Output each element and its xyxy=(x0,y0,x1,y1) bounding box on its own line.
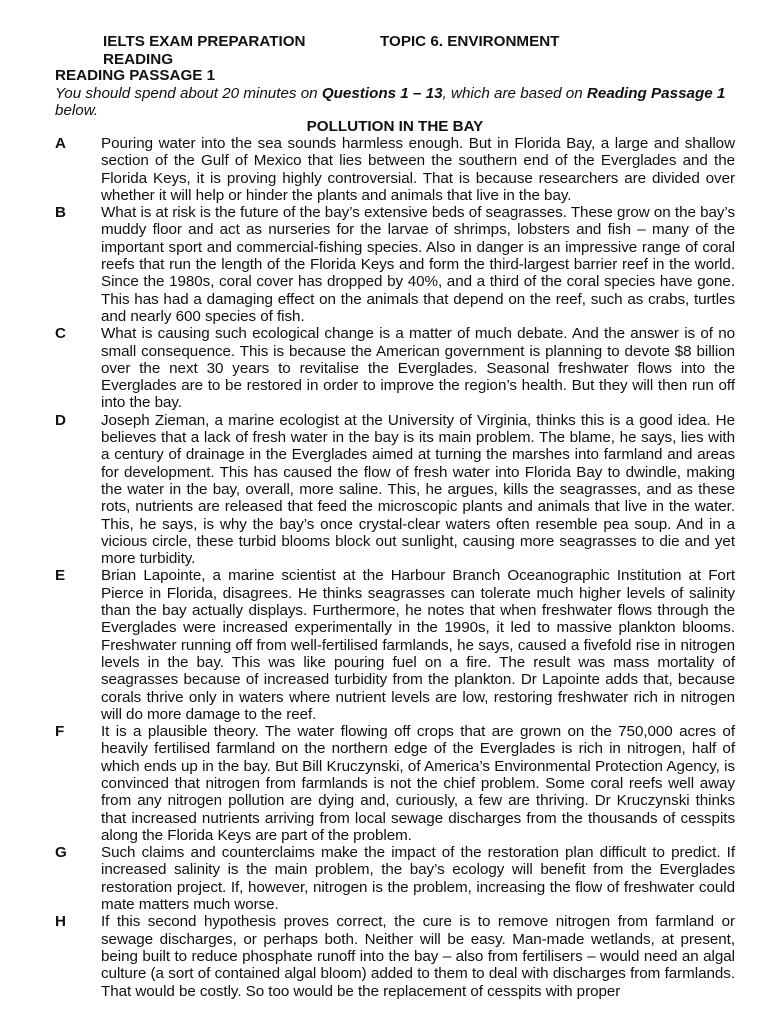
passage-title-wrap xyxy=(0,118,768,136)
paragraph-text: Joseph Zieman, a marine ecologist at the University of Virginia, thinks this is a good idea. He believes that a lack of fresh water in the bay is its main problem. The blame, he says, lies with a century of drainage in the Everglades aimed at turning the marshes into farmland and areas for development. This has caused the flow of fresh water into Florida Bay to dwindle, making the water in the bay, overall, more saline. This, he argues, kills the seagrasses, and as these rots, nutrients are released that feed the microscopic plants and animals that live in the water. This, he says, is why the bay’s once crystal-clear waters often resemble pea soup. And in a vicious circle, these turbid blooms block out sunlight, causing more seagrasses to die and yet more turbidity. xyxy=(101,411,735,568)
paragraph-letter: A xyxy=(55,135,66,152)
header-left xyxy=(103,33,363,69)
paragraph-letter: C xyxy=(55,325,66,343)
instructions-text-3: below. xyxy=(55,102,99,119)
paragraph-e xyxy=(55,567,735,723)
header-section-title: READING xyxy=(103,51,174,68)
instructions-text-2: , which are based on xyxy=(442,84,587,102)
paragraph-h xyxy=(55,913,735,999)
paragraph-letter: G xyxy=(55,844,67,862)
passage-body xyxy=(55,135,735,1000)
paragraph-b xyxy=(55,204,735,325)
passage-title: POLLUTION IN THE BAY xyxy=(306,118,484,135)
instructions-text-1: You should spend about 20 minutes on xyxy=(55,84,322,102)
paragraph-letter: B xyxy=(55,204,66,222)
paragraph-letter: E xyxy=(55,567,66,585)
paragraph-text: What is at risk is the future of the bay’s extensive beds of seagrasses. These grow on the bay’s muddy floor and act as nurseries for the larvae of shrimps, lobsters and fish – many of the important sport and commercial-fishing species. Also in danger is an impressive range of coral reefs that run the length of the Florida Keys and form the third-largest barrier reef in the world. Since the 1980s, coral cover has dropped by 40%, and a third of the coral species have gone. This has had a damaging effect on the animals that depend on the reef, such as crabs, turtles and nearly 600 species of fish. xyxy=(101,204,735,325)
paragraph-text: What is causing such ecological change is a matter of much debate. And the answer is of no small consequence. This is because the American government is planning to devote $8 billion over the next 30 years to revitalise the Everglades. Seasonal freshwater flows into the Everglades are to be restored in order to improve the region’s health. But they will then run off into the bay. xyxy=(101,325,735,412)
passage-label: READING PASSAGE 1 xyxy=(55,67,216,84)
paragraph-c xyxy=(55,325,735,411)
paragraph-text: If this second hypothesis proves correct, the cure is to remove nitrogen from farmland or sewage discharges, or perhaps both. Neither will be easy. Man-made wetlands, at present, being built to reduce phosphate runoff into the bay – also from fertilisers – would need an algal culture (a sort of contained algal bloom) added to them to deal with discharges from farmlands. That would be costly. So too would be the replacement of cesspits with proper xyxy=(101,913,735,1000)
header-topic-title: TOPIC 6. ENVIRONMENT xyxy=(380,33,560,50)
paragraph-text: Brian Lapointe, a marine scientist at the Harbour Branch Oceanographic Institution at Fort Pierce in Florida, disagrees. He thinks seagrasses can tolerate much higher levels of salinity than the bay actually displays. Furthermore, he notes that when freshwater flows through the Everglades were increased experimentally in the 1990s, it led to massive plankton blooms. Freshwater running off from well-fertilised farmlands, he says, caused a fivefold rise in nitrogen levels in the bay. This was like pouring fuel on a fire. The result was mass mortality of seagrasses because of increased turbidity from the plankton. Dr Lapointe adds that, because corals thrive only in waters where nutrient levels are low, restoring freshwater rich in nitrogen will do more damage to the reef. xyxy=(101,567,735,723)
header-exam-title: IELTS EXAM PREPARATION xyxy=(103,33,306,50)
paragraph-a xyxy=(55,135,735,204)
instructions-passage-ref: Reading Passage 1 xyxy=(586,84,726,102)
paragraph-letter: H xyxy=(55,913,66,931)
paragraph-letter: F xyxy=(55,723,65,741)
paragraph-f xyxy=(55,723,735,844)
paragraph-d xyxy=(55,412,735,568)
instructions-questions: Questions 1 – 13 xyxy=(321,84,443,102)
paragraph-g xyxy=(55,844,735,913)
paragraph-text: Such claims and counterclaims make the impact of the restoration plan difficult to predict. If increased salinity is the main problem, the bay’s ecology will benefit from the Everglades restoration project. If, however, nitrogen is the problem, increasing the flow of freshwater could mate matters much worse. xyxy=(101,844,735,914)
paragraph-text: It is a plausible theory. The water flowing off crops that are grown on the 750,000 acres of heavily fertilised farmland on the northern edge of the Everglades is rich in nitrogen, half of which ends up in the bay. But Bill Kruczynski, of America’s Environmental Protection Agency, is convinced that nitrogen from farmlands is not the chief problem. Some coral reefs well away from any nitrogen pollution are dying and, curiously, a few are thriving. Dr Kruczynski thinks that increased nutrients arriving from local sewage discharges from the thousands of cesspits along the Florida Keys are part of the problem. xyxy=(101,723,735,844)
paragraph-text: Pouring water into the sea sounds harmless enough. But in Florida Bay, a large and shallow section of the Gulf of Mexico that lies between the southern end of the Everglades and the Florida Keys, it is proving highly controversial. That is because researchers are divided over whether it will help or hinder the plants and animals that live in the bay. xyxy=(101,135,735,204)
paragraph-letter: D xyxy=(55,411,66,429)
instructions xyxy=(55,85,735,120)
